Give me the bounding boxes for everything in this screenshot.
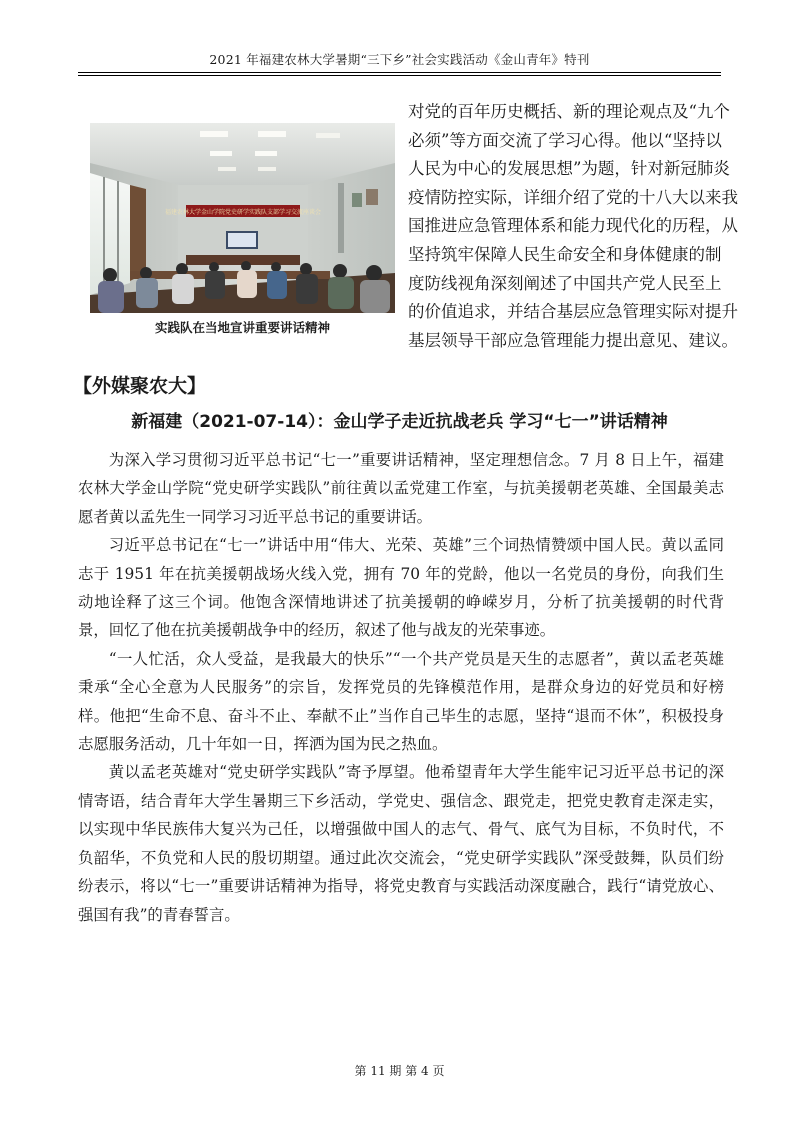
side-paragraph [408, 98, 738, 355]
photo-caption: 实践队在当地宣讲重要讲话精神 [154, 320, 330, 335]
side-text-line: 坚持筑牢保障人民生命安全和身体健康的制 [408, 244, 722, 264]
article-paragraph: 为深入学习贯彻习近平总书记“七一”重要讲话精神，坚定理想信念。7 月 8 日上午，福建农林大学金山学院“党史研学实践队”前往黄以孟党建工作室，与抗美援朝老英雄、全国最美志愿者黄以孟先生一同学习习近平总书记的重要讲话。 [78, 451, 724, 526]
side-text-line: 人民为中心的发展思想”为题，针对新冠肺炎 [408, 159, 730, 179]
article-paragraph: “一人忙活，众人受益，是我最大的快乐”“一个共产党员是天生的志愿者”，黄以孟老英雄秉承“全心全意为人民服务”的宗旨，发挥党员的先锋模范作用，是群众身边的好党员和好榜样。他把“生命不息、奋斗不止、奉献不止”当作自己毕生的志愿，坚持“退而不休”，积极投身志愿服务活动，几十年如一日，挥洒为国为民之热血。 [78, 649, 724, 754]
side-text-line: 必须”等方面交流了学习心得。他以“坚持以 [408, 130, 722, 150]
banner-text: 福建农林大学金山学院党史研学实践队支部学习交流座谈会 [164, 209, 322, 216]
section-heading: 【外媒聚农大】 [73, 375, 207, 397]
side-text-line: 的价值追求，并结合基层应急管理实际对提升 [408, 302, 738, 322]
article-paragraph: 习近平总书记在“七一”讲话中用“伟大、光荣、英雄”三个词热情赞颂中国人民。黄以孟同志于 1951 年在抗美援朝战场火线入党，拥有 70 年的党龄，他以一名党员的身份，向我们生动地诠释了这三个词。他饱含深情地讲述了抗美援朝的峥嵘岁月，分析了抗美援朝的时代背景，回忆了他在抗美援朝战争中的经历，叙述了他与战友的光荣事迹。 [78, 536, 724, 640]
side-text-line: 疫情防控实际，详细介绍了党的十八大以来我 [408, 187, 738, 207]
article-title: 新福建（2021-07-14）：金山学子走近抗战老兵 学习“七一”讲话精神 [131, 412, 668, 432]
article-body [78, 446, 724, 929]
side-text-line: 国推进应急管理体系和能力现代化的历程，从 [408, 216, 738, 236]
page-footer: 第 11 期 第 4 页 [354, 1064, 445, 1078]
side-text-line: 对党的百年历史概括、新的理论观点及“九个 [408, 102, 730, 121]
meeting-photo [90, 123, 395, 313]
side-text-line: 度防线视角深刻阐述了中国共产党人民至上 [408, 273, 722, 293]
article-paragraph: 黄以孟老英雄对“党史研学实践队”寄予厚望。他希望青年大学生能牢记习近平总书记的深情寄语，结合青年大学生暑期三下乡活动，学党史、强信念、跟党走，把党史教育走深走实，以实现中华民族伟大复兴为己任，以增强做中国人的志气、骨气、底气为目标，不负时代，不负韶华，不负党和人民的殷切期望。通过此次交流会，“党史研学实践队”深受鼓舞，队员们纷纷表示，将以“七一”重要讲话精神为指导，将党史教育与实践活动深度融合，践行“请党放心、强国有我”的青春誓言。 [78, 763, 724, 924]
running-header: 2021 年福建农林大学暑期“三下乡”社会实践活动《金山青年》特刊 [209, 52, 590, 67]
header-rule [78, 72, 721, 73]
header-rule-thin [78, 75, 721, 76]
side-text-line: 基层领导干部应急管理能力提出意见、建议。 [408, 330, 738, 350]
